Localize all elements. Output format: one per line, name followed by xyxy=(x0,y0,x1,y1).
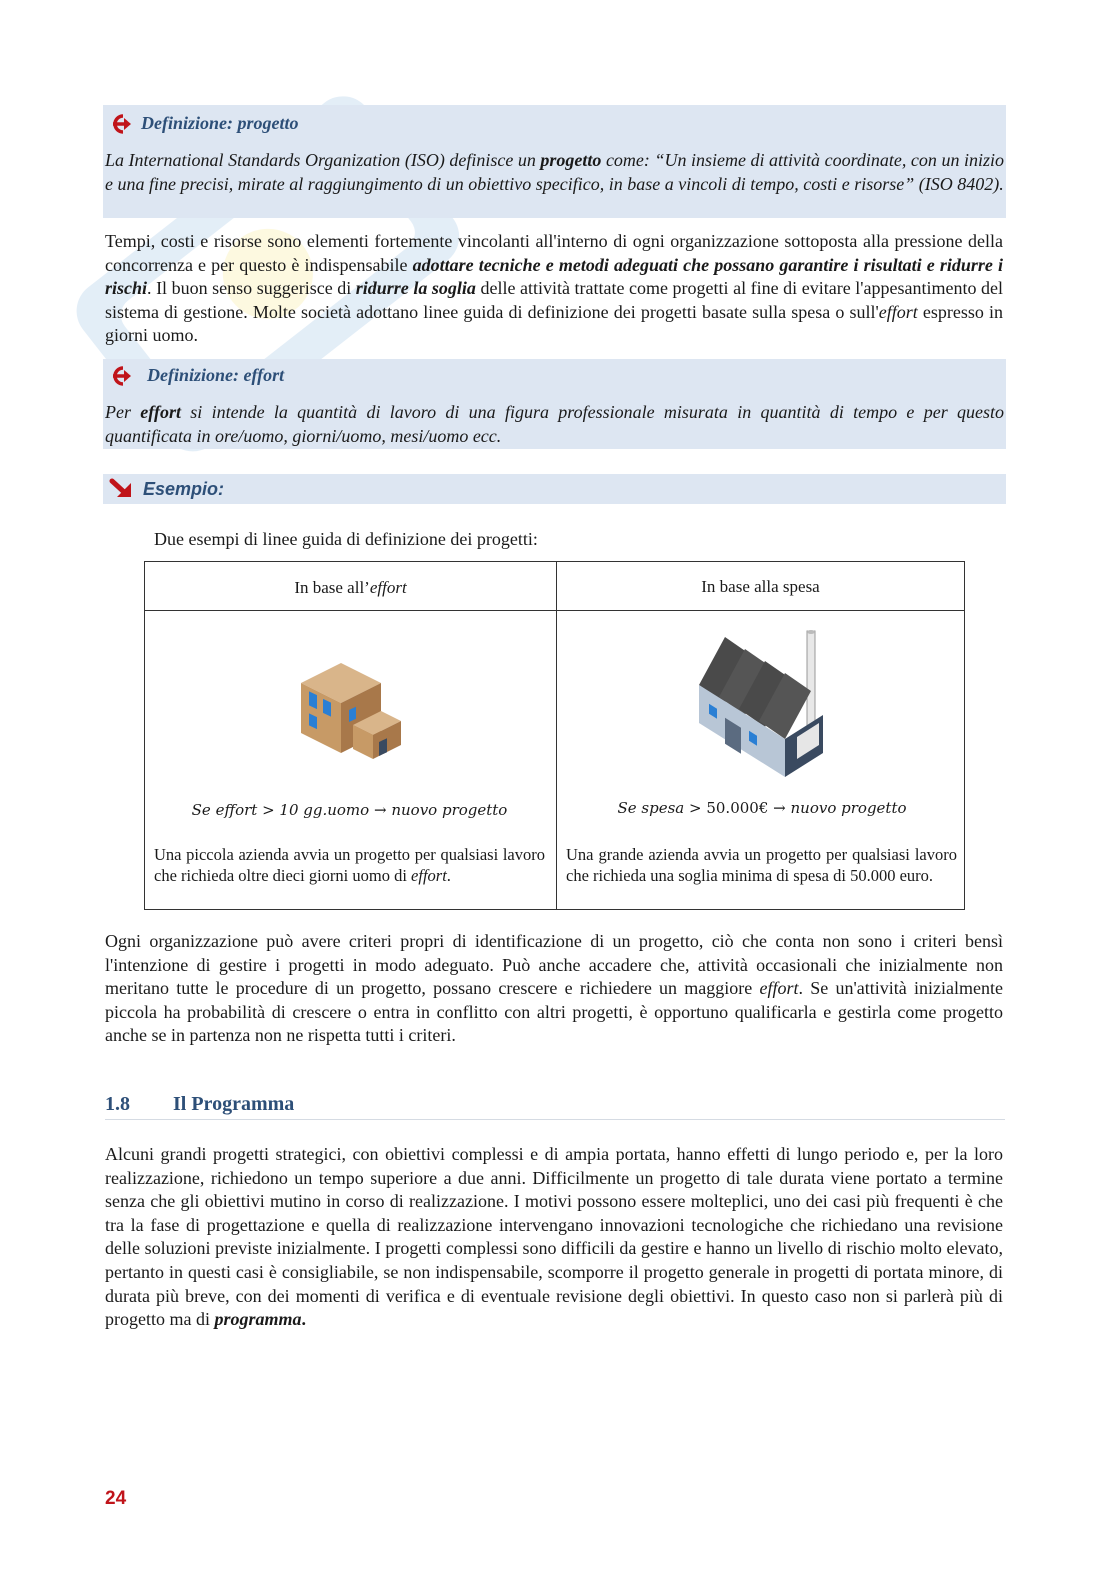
factory-icon xyxy=(695,627,835,779)
definition-body-effort xyxy=(105,401,1004,448)
formula-value: 50.000€ xyxy=(706,799,769,817)
description-text: . xyxy=(446,866,451,885)
emphasis-text: ridurre la soglia xyxy=(355,278,476,299)
description-effort xyxy=(154,844,545,886)
paragraph-criteria xyxy=(105,930,1003,1048)
definition-keyword: effort xyxy=(140,402,181,422)
paragraph-text: . Il buon senso suggerisce di xyxy=(147,278,356,299)
definition-title-progetto-text: Definizione: progetto xyxy=(141,113,299,133)
guideline-table xyxy=(144,561,965,910)
paragraph-text: Tempi, costi e risorse sono elementi fortemente vincolanti all'interno di ogni organizzazione sottoposta alla pressione della concorrenza e per questo è indispensabile xyxy=(105,231,1003,275)
paragraph-text: . Se un'attività inizialmente piccola ha probabilità di crescere o entra in conflitto con altri progetti, è opportuno qualificarla e gestirla come progetto anche se in partenza non ne rispetta tutti i criteri. xyxy=(105,978,1003,1046)
italic-term: effort xyxy=(878,301,918,322)
formula-text: nuovo progetto xyxy=(790,799,907,817)
description-text: Una grande azienda avvia un progetto per qualsiasi lavoro che richieda una soglia minima di spesa di 50.000 euro. xyxy=(566,845,957,885)
description-text: Una piccola azienda avvia un progetto per qualsiasi lavoro che richieda oltre dieci giorni uomo di xyxy=(154,845,545,885)
arrow-circle-icon xyxy=(107,114,133,134)
example-intro xyxy=(154,528,854,552)
formula-spesa xyxy=(557,799,967,817)
definition-text: Per xyxy=(105,402,141,422)
page-number: 24 xyxy=(105,1488,127,1509)
paragraph-intro xyxy=(105,230,1003,348)
section-heading xyxy=(105,1093,1005,1120)
table-cell-effort xyxy=(145,611,557,910)
definition-text: La International Standards Organization (ISO) definisce un xyxy=(105,150,541,170)
table-header-row xyxy=(145,562,965,611)
paragraph-text: espresso in giorni uomo. xyxy=(105,301,1003,346)
description-spesa xyxy=(566,844,957,886)
definition-box-progetto xyxy=(103,105,1006,218)
definition-title-effort xyxy=(107,365,284,386)
definition-title-progetto xyxy=(107,113,299,134)
formula-arrow: → xyxy=(373,801,387,819)
paragraph-text: . xyxy=(301,1309,306,1330)
definition-keyword: progetto xyxy=(540,150,602,170)
table-header-effort xyxy=(145,562,557,611)
example-box xyxy=(103,474,1006,504)
definition-box-effort xyxy=(103,359,1006,449)
example-intro-text: Due esempi di linee guida di definizione dei progetti: xyxy=(154,529,538,549)
section-title: Il Programma xyxy=(173,1093,295,1115)
formula-text: nuovo progetto xyxy=(391,801,508,819)
example-title-text: Esempio: xyxy=(143,478,225,499)
header-text: In base alla spesa xyxy=(701,577,820,596)
table-header-spesa xyxy=(557,562,965,611)
paragraph-text: Alcuni grandi progetti strategici, con obiettivi complessi e di ampia portata, hanno effetti di lungo periodo e, per la loro realizzazione, richiedono un tempo superiore a due anni. Difficilmente un progetto di tale durata viene portato a termine senza che gli obiettivi mutino in corso di realizzazione. I motivi possono essere molteplici, uno dei casi più frequenti è che tra la fase di progettazione e quella di realizzazione intervengano innovazioni tecnologiche che richiedano una revisione delle soluzioni previste inizialmente. I progetti complessi sono difficili da gestire e hanno un livello di rischio molto elevato, pertanto in questi casi è consigliabile, se non indispensabile, scomporre il progetto generale in progetti di portata minore, di durata più breve, con dei momenti di verifica e di eventuale revisione degli obiettivi. In questo caso non si parlerà più di progetto ma di xyxy=(105,1144,1003,1330)
table-cell-spesa xyxy=(557,611,965,910)
arrow-down-right-icon xyxy=(109,478,133,500)
formula-text: Se effort > 10 gg.uomo xyxy=(191,801,370,819)
italic-term: effort xyxy=(759,978,799,999)
emphasis-text: adottare tecniche e metodi adeguati che possano garantire i risultati e ridurre i rischi xyxy=(105,254,1003,299)
small-house-icon xyxy=(291,655,411,765)
definition-text: si intende la quantità di lavoro di una figura professionale misurata in quantità di tempo e per questo quantificata in ore/uomo, giorni/uomo, mesi/uomo ecc. xyxy=(105,402,1004,446)
header-text: In base all’ xyxy=(294,578,370,597)
table-body-row xyxy=(145,611,965,910)
paragraph-text: Ogni organizzazione può avere criteri propri di identificazione di un progetto, ciò che conta non sono i criteri bensì l'intenzione di gestire i progetti in modo adeguato. Può anche accadere che, attività occasionali che inizialmente non meritano tutte le procedure di un progetto, possano crescere e richiedere un maggiore xyxy=(105,931,1003,999)
header-italic: effort xyxy=(369,578,407,597)
emphasis-text: programma xyxy=(214,1309,302,1330)
description-italic: effort xyxy=(411,866,447,885)
example-title xyxy=(109,478,224,500)
definition-body-progetto xyxy=(105,149,1004,196)
definition-title-effort-text: Definizione: effort xyxy=(147,365,285,385)
section-number: 1.8 xyxy=(105,1093,130,1115)
definition-text: come: “Un insieme di attività coordinate, con un inizio e una fine precisi, mirate al raggiungimento di un obiettivo specifico, in base a vincoli di tempo, costi e risorse” (ISO 8402). xyxy=(105,150,1004,194)
paragraph-text: delle attività trattate come progetti al fine di evitare l'appesantimento del sistema di gestione. Molte società adottano linee guida di definizione dei progetti basate sulla spesa o sull' xyxy=(105,278,1003,322)
arrow-circle-icon xyxy=(107,366,133,386)
formula-text: Se spesa > xyxy=(617,799,702,817)
formula-effort xyxy=(145,801,554,819)
formula-arrow: → xyxy=(773,799,786,817)
paragraph-programma xyxy=(105,1143,1003,1332)
